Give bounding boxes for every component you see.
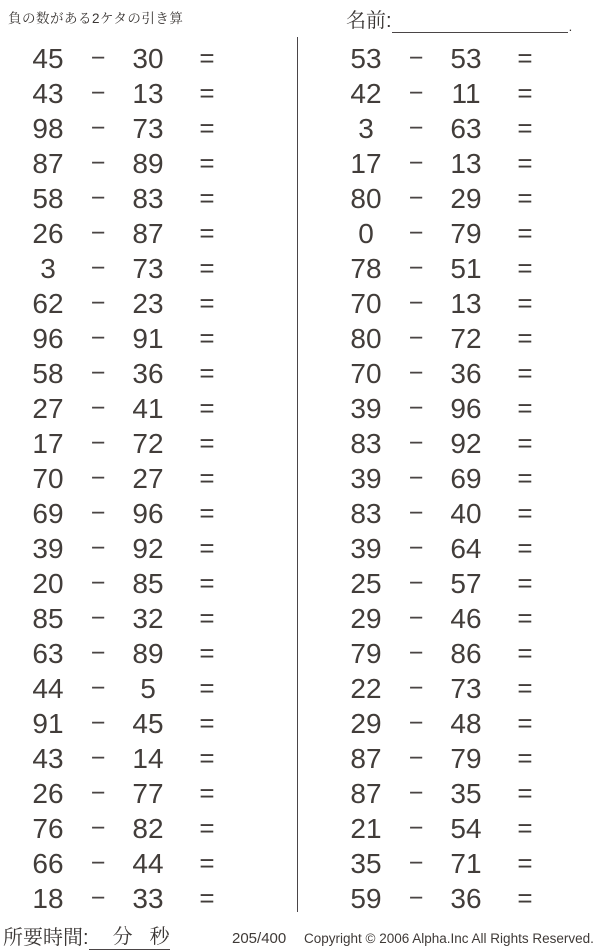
equals-sign: = (517, 882, 533, 913)
equals-sign: = (517, 637, 533, 668)
minuend-value: 22 (350, 672, 382, 704)
minuend-value: 69 (32, 497, 64, 529)
minus-operator: − (90, 673, 106, 702)
minus-operator: − (90, 533, 106, 562)
equals-sign: = (517, 287, 533, 318)
equals-sign: = (517, 567, 533, 598)
minus-operator: − (90, 848, 106, 877)
problem-row (338, 706, 556, 741)
column-divider-line (297, 37, 299, 912)
subtrahend-value: 36 (450, 882, 482, 914)
minuend-value: 59 (350, 882, 382, 914)
subtrahend-value: 72 (132, 427, 164, 459)
equals-sign: = (199, 742, 215, 773)
minus-operator: − (408, 148, 424, 177)
subtrahend-value: 73 (132, 112, 164, 144)
subtrahend-value: 73 (132, 252, 164, 284)
subtrahend-value: 77 (132, 777, 164, 809)
problem-row (20, 321, 238, 356)
equals-sign: = (199, 42, 215, 73)
problem-row (20, 636, 238, 671)
subtrahend-value: 92 (450, 427, 482, 459)
equals-sign: = (517, 427, 533, 458)
problem-row (20, 811, 238, 846)
minuend-value: 83 (350, 427, 382, 459)
minus-operator: − (408, 568, 424, 597)
equals-sign: = (199, 392, 215, 423)
minus-operator: − (408, 323, 424, 352)
equals-sign: = (517, 322, 533, 353)
problems-column-left (20, 41, 238, 916)
equals-sign: = (199, 847, 215, 878)
time-blank-underline (89, 924, 170, 950)
subtrahend-value: 27 (132, 462, 164, 494)
problem-row (20, 671, 238, 706)
problem-row (338, 811, 556, 846)
subtrahend-value: 11 (451, 77, 481, 109)
equals-sign: = (517, 707, 533, 738)
problem-row (338, 461, 556, 496)
subtrahend-value: 57 (450, 567, 482, 599)
minus-operator: − (90, 568, 106, 597)
subtrahend-value: 13 (450, 287, 482, 319)
problem-row (338, 496, 556, 531)
time-taken-field (3, 921, 170, 950)
problem-row (338, 41, 556, 76)
problem-row (20, 776, 238, 811)
subtrahend-value: 45 (132, 707, 164, 739)
minus-operator: − (90, 603, 106, 632)
problem-row (338, 741, 556, 776)
minuend-value: 29 (350, 707, 382, 739)
problem-row (20, 41, 238, 76)
subtrahend-value: 69 (450, 462, 482, 494)
equals-sign: = (199, 637, 215, 668)
minutes-label: 分 (112, 926, 133, 948)
problems-column-right (338, 41, 556, 916)
worksheet-title: 負の数がある2ケタの引き算 (8, 11, 184, 26)
equals-sign: = (517, 77, 533, 108)
problem-row (338, 671, 556, 706)
minuend-value: 3 (40, 252, 56, 284)
equals-sign: = (199, 777, 215, 808)
problem-row (20, 216, 238, 251)
minus-operator: − (90, 183, 106, 212)
subtrahend-value: 86 (450, 637, 482, 669)
problem-row (338, 391, 556, 426)
minuend-value: 53 (350, 42, 382, 74)
subtrahend-value: 87 (132, 217, 164, 249)
problem-row (338, 531, 556, 566)
equals-sign: = (517, 217, 533, 248)
minuend-value: 17 (32, 427, 64, 459)
minus-operator: − (408, 743, 424, 772)
problem-row (20, 426, 238, 461)
equals-sign: = (517, 357, 533, 388)
minus-operator: − (408, 113, 424, 142)
minuend-value: 70 (350, 287, 382, 319)
name-trailing-period: . (568, 19, 573, 34)
minuend-value: 45 (32, 42, 64, 74)
minuend-value: 91 (32, 707, 64, 739)
minuend-value: 87 (32, 147, 64, 179)
minus-operator: − (90, 148, 106, 177)
minus-operator: − (90, 463, 106, 492)
problem-row (338, 636, 556, 671)
problem-row (20, 286, 238, 321)
equals-sign: = (517, 812, 533, 843)
problem-row (20, 146, 238, 181)
subtrahend-value: 30 (132, 42, 164, 74)
subtrahend-value: 73 (450, 672, 482, 704)
subtrahend-value: 64 (450, 532, 482, 564)
minus-operator: − (90, 638, 106, 667)
copyright-notice: Copyright © 2006 Alpha.Inc All Rights Reserved. (304, 931, 594, 946)
minuend-value: 43 (32, 77, 64, 109)
problem-row (20, 846, 238, 881)
problem-row (20, 566, 238, 601)
problem-row (338, 356, 556, 391)
equals-sign: = (199, 497, 215, 528)
minuend-value: 27 (32, 392, 64, 424)
minus-operator: − (408, 638, 424, 667)
subtrahend-value: 91 (132, 322, 164, 354)
equals-sign: = (199, 217, 215, 248)
subtrahend-value: 40 (450, 497, 482, 529)
minuend-value: 96 (32, 322, 64, 354)
problem-row (20, 741, 238, 776)
subtrahend-value: 44 (132, 847, 164, 879)
equals-sign: = (199, 322, 215, 353)
subtrahend-value: 36 (132, 357, 164, 389)
problem-row (338, 146, 556, 181)
equals-sign: = (517, 252, 533, 283)
problem-row (20, 531, 238, 566)
minus-operator: − (408, 533, 424, 562)
subtrahend-value: 79 (450, 742, 482, 774)
minus-operator: − (90, 778, 106, 807)
minuend-value: 18 (32, 882, 64, 914)
equals-sign: = (517, 777, 533, 808)
minus-operator: − (408, 358, 424, 387)
minuend-value: 42 (350, 77, 382, 109)
subtrahend-value: 36 (450, 357, 482, 389)
minuend-value: 29 (350, 602, 382, 634)
problem-row (20, 706, 238, 741)
problem-row (338, 76, 556, 111)
subtrahend-value: 83 (132, 182, 164, 214)
equals-sign: = (199, 252, 215, 283)
equals-sign: = (199, 812, 215, 843)
minus-operator: − (90, 288, 106, 317)
subtrahend-value: 13 (450, 147, 482, 179)
minus-operator: − (408, 778, 424, 807)
minuend-value: 26 (32, 777, 64, 809)
name-label: 名前: (346, 10, 392, 32)
minus-operator: − (90, 393, 106, 422)
minuend-value: 87 (350, 742, 382, 774)
subtrahend-value: 89 (132, 637, 164, 669)
name-blank-underline (392, 9, 568, 33)
subtrahend-value: 46 (450, 602, 482, 634)
subtrahend-value: 48 (450, 707, 482, 739)
minuend-value: 21 (350, 812, 382, 844)
equals-sign: = (517, 532, 533, 563)
minuend-value: 25 (350, 567, 382, 599)
minus-operator: − (408, 883, 424, 912)
minus-operator: − (90, 323, 106, 352)
problem-row (338, 251, 556, 286)
minus-operator: − (408, 603, 424, 632)
minuend-value: 20 (32, 567, 64, 599)
problem-row (338, 426, 556, 461)
equals-sign: = (517, 182, 533, 213)
minus-operator: − (408, 708, 424, 737)
minuend-value: 98 (32, 112, 64, 144)
problem-row (338, 776, 556, 811)
time-taken-label: 所要時間: (3, 927, 89, 949)
equals-sign: = (199, 427, 215, 458)
problem-row (20, 496, 238, 531)
minuend-value: 70 (32, 462, 64, 494)
minuend-value: 35 (350, 847, 382, 879)
minus-operator: − (408, 428, 424, 457)
equals-sign: = (199, 147, 215, 178)
equals-sign: = (517, 602, 533, 633)
minuend-value: 26 (32, 217, 64, 249)
minus-operator: − (90, 708, 106, 737)
minuend-value: 63 (32, 637, 64, 669)
minus-operator: − (408, 673, 424, 702)
minuend-value: 76 (32, 812, 64, 844)
minus-operator: − (408, 463, 424, 492)
equals-sign: = (517, 147, 533, 178)
subtrahend-value: 33 (132, 882, 164, 914)
minuend-value: 0 (358, 217, 374, 249)
subtrahend-value: 96 (132, 497, 164, 529)
minuend-value: 17 (350, 147, 382, 179)
subtrahend-value: 54 (450, 812, 482, 844)
problem-row (20, 601, 238, 636)
minuend-value: 66 (32, 847, 64, 879)
minus-operator: − (90, 498, 106, 527)
problem-row (338, 286, 556, 321)
equals-sign: = (517, 497, 533, 528)
equals-sign: = (517, 112, 533, 143)
minus-operator: − (90, 813, 106, 842)
equals-sign: = (517, 462, 533, 493)
equals-sign: = (517, 847, 533, 878)
equals-sign: = (199, 112, 215, 143)
minuend-value: 39 (350, 462, 382, 494)
minus-operator: − (408, 498, 424, 527)
equals-sign: = (199, 357, 215, 388)
equals-sign: = (199, 462, 215, 493)
minuend-value: 39 (350, 532, 382, 564)
subtrahend-value: 13 (132, 77, 164, 109)
subtrahend-value: 41 (132, 392, 164, 424)
minus-operator: − (408, 43, 424, 72)
minus-operator: − (90, 883, 106, 912)
minus-operator: − (408, 393, 424, 422)
equals-sign: = (199, 77, 215, 108)
minus-operator: − (408, 218, 424, 247)
subtrahend-value: 5 (140, 672, 156, 704)
subtrahend-value: 72 (450, 322, 482, 354)
minus-operator: − (90, 253, 106, 282)
minus-operator: − (408, 78, 424, 107)
minuend-value: 39 (32, 532, 64, 564)
subtrahend-value: 51 (450, 252, 482, 284)
equals-sign: = (199, 182, 215, 213)
subtrahend-value: 23 (132, 287, 164, 319)
problem-row (338, 566, 556, 601)
minuend-value: 85 (32, 602, 64, 634)
problem-row (338, 881, 556, 916)
subtrahend-value: 32 (132, 602, 164, 634)
problem-row (20, 356, 238, 391)
minuend-value: 87 (350, 777, 382, 809)
minus-operator: − (90, 358, 106, 387)
problem-row (338, 321, 556, 356)
subtrahend-value: 85 (132, 567, 164, 599)
subtrahend-value: 89 (132, 147, 164, 179)
subtrahend-value: 82 (132, 812, 164, 844)
minus-operator: − (90, 113, 106, 142)
subtrahend-value: 92 (132, 532, 164, 564)
minuend-value: 79 (350, 637, 382, 669)
equals-sign: = (199, 287, 215, 318)
problem-row (20, 461, 238, 496)
minuend-value: 39 (350, 392, 382, 424)
name-field (346, 4, 572, 33)
minus-operator: − (408, 813, 424, 842)
equals-sign: = (517, 672, 533, 703)
minuend-value: 58 (32, 357, 64, 389)
minuend-value: 43 (32, 742, 64, 774)
minus-operator: − (90, 743, 106, 772)
subtrahend-value: 35 (450, 777, 482, 809)
minuend-value: 3 (358, 112, 374, 144)
equals-sign: = (199, 882, 215, 913)
equals-sign: = (199, 532, 215, 563)
seconds-label: 秒 (149, 926, 170, 948)
minus-operator: − (408, 253, 424, 282)
equals-sign: = (199, 602, 215, 633)
subtrahend-value: 63 (450, 112, 482, 144)
page-number: 205/400 (232, 930, 287, 947)
minuend-value: 80 (350, 322, 382, 354)
problem-row (338, 601, 556, 636)
minuend-value: 78 (350, 252, 382, 284)
minus-operator: − (408, 183, 424, 212)
problem-row (20, 251, 238, 286)
problem-row (20, 881, 238, 916)
equals-sign: = (517, 742, 533, 773)
minuend-value: 44 (32, 672, 64, 704)
problem-row (338, 181, 556, 216)
problem-row (338, 216, 556, 251)
problem-row (20, 111, 238, 146)
minus-operator: − (408, 288, 424, 317)
subtrahend-value: 96 (450, 392, 482, 424)
equals-sign: = (199, 707, 215, 738)
subtrahend-value: 29 (450, 182, 482, 214)
minuend-value: 62 (32, 287, 64, 319)
problem-row (20, 76, 238, 111)
minuend-value: 80 (350, 182, 382, 214)
minus-operator: − (408, 848, 424, 877)
minuend-value: 70 (350, 357, 382, 389)
subtrahend-value: 53 (450, 42, 482, 74)
subtrahend-value: 71 (450, 847, 482, 879)
minus-operator: − (90, 428, 106, 457)
equals-sign: = (199, 672, 215, 703)
problem-row (20, 181, 238, 216)
subtrahend-value: 79 (450, 217, 482, 249)
minuend-value: 83 (350, 497, 382, 529)
problem-row (338, 846, 556, 881)
subtrahend-value: 14 (132, 742, 164, 774)
equals-sign: = (517, 392, 533, 423)
minuend-value: 58 (32, 182, 64, 214)
problem-row (20, 391, 238, 426)
equals-sign: = (199, 567, 215, 598)
minus-operator: − (90, 78, 106, 107)
equals-sign: = (517, 42, 533, 73)
minus-operator: − (90, 43, 106, 72)
problem-row (338, 111, 556, 146)
minus-operator: − (90, 218, 106, 247)
